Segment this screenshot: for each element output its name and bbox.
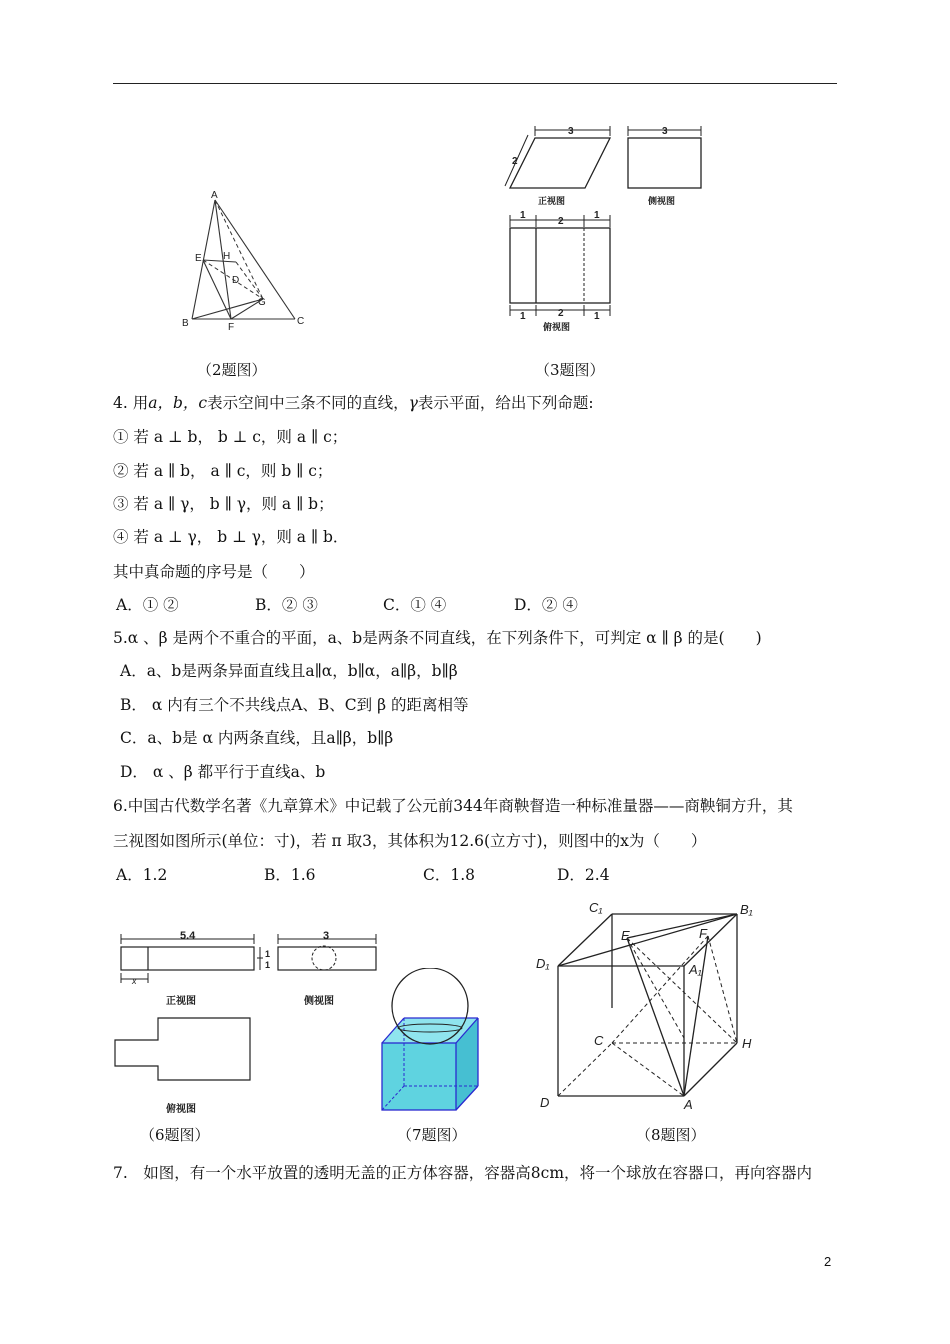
fig6-top-label: 俯视图: [166, 1104, 196, 1115]
header-rule: [113, 83, 837, 84]
fig8-label-e: E: [621, 928, 630, 943]
fig8-label-d: D: [540, 1095, 550, 1110]
fig2-label-d: D: [232, 275, 240, 286]
q5-option-c: C．a、b是 α 内两条直线，且a∥β，b∥β: [120, 729, 394, 747]
q4-item-1: ① 若 a ⊥ b， b ⊥ c，则 a ∥ c；: [113, 428, 348, 446]
q4-question: 其中真命题的序号是（ ）: [113, 563, 315, 581]
figure-7-sphere-container: [378, 968, 488, 1116]
fig8-label-a: A: [684, 1097, 693, 1112]
q4-option-d: D．② ④: [514, 596, 578, 614]
q4-option-c: C．① ④: [383, 596, 447, 614]
fig3-top-label: 俯视图: [543, 322, 571, 332]
q5-option-d: D． α 、β 都平行于直线a、b: [120, 763, 326, 781]
fig3-dim-top-3: 1: [594, 210, 600, 221]
q4-stem-pre: 4. 用: [113, 394, 149, 412]
fig8-label-h: H: [742, 1036, 752, 1051]
figure-3-three-views: [500, 120, 725, 340]
q4-item-2: ② 若 a ∥ b， a ∥ c，则 b ∥ c；: [113, 462, 333, 480]
fig8-label-c1: C₁: [589, 900, 603, 915]
fig6-front-label: 正视图: [166, 996, 196, 1007]
q4-option-a: A．① ②: [116, 596, 179, 614]
figure-6-three-views: [108, 925, 378, 1120]
fig3-dim-bot-2: 2: [558, 308, 564, 319]
fig6-dim-length: 5.4: [180, 930, 196, 942]
fig8-label-b1: B₁: [740, 902, 753, 917]
fig6-dim-x: x: [132, 976, 137, 986]
fig6-side-label: 侧视图: [304, 996, 334, 1007]
q6-option-d: D．2.4: [557, 866, 610, 884]
q4-stem-post: 表示平面，给出下列命题:: [417, 394, 594, 412]
fig3-dim-top-1: 1: [520, 210, 526, 221]
fig8-label-c: C: [594, 1033, 604, 1048]
fig2-label-h: H: [223, 251, 231, 262]
fig3-dim-bot-3: 1: [594, 311, 600, 322]
q6-option-b: B．1.6: [264, 866, 316, 884]
fig8-label-d1: D₁: [536, 956, 550, 971]
fig8-label-f: F: [699, 926, 707, 941]
fig2-label-a: A: [211, 190, 218, 201]
q4-stem-gamma: γ: [408, 394, 418, 412]
q5-option-b: B． α 内有三个不共线点A、B、C到 β 的距离相等: [120, 696, 469, 714]
fig3-dim-bot-1: 1: [520, 311, 526, 322]
fig3-front-label: 正视图: [538, 196, 566, 206]
q4-stem-abc: a，b，c: [148, 394, 208, 412]
fig6-dim-h1: 1: [265, 949, 271, 959]
fig3-dim-side-top: 3: [662, 126, 668, 137]
q6-option-a: A．1.2: [116, 866, 168, 884]
q6-line-1: 6.中国古代数学名著《九章算术》中记载了公元前344年商鞅督造一种标准量器——商鞅铜方升，其: [113, 797, 793, 815]
fig2-label-b: B: [182, 318, 189, 329]
q4-item-3: ③ 若 a ∥ γ， b ∥ γ，则 a ∥ b；: [113, 495, 334, 513]
fig2-label-g: G: [258, 297, 266, 308]
q5-stem: 5.α 、β 是两个不重合的平面，a、b是两条不同直线，在下列条件下，可判定 α ∥ β 的是( ): [113, 629, 762, 647]
q4-option-b: B．② ③: [255, 596, 318, 614]
fig2-label-c: C: [297, 316, 305, 327]
fig6-dim-side: 3: [323, 930, 330, 942]
q5-option-a: A．a、b是两条异面直线且a∥α，b∥α，a∥β，b∥β: [120, 662, 458, 680]
page-number: 2: [824, 1254, 832, 1269]
fig3-dim-front-top: 3: [568, 126, 574, 137]
q4-stem-mid: 表示空间中三条不同的直线，: [207, 394, 409, 412]
fig2-label-e: E: [195, 253, 202, 264]
fig8-label-a1: A₁: [689, 962, 702, 977]
fig3-dim-front-slant: 2: [512, 156, 518, 167]
q7-line-1: 7. 如图，有一个水平放置的透明无盖的正方体容器，容器高8cm，将一个球放在容器口，再向容器内: [113, 1164, 813, 1182]
fig2-label-f: F: [228, 322, 235, 333]
q6-option-c: C．1.8: [423, 866, 476, 884]
figure-6-caption: （6题图）: [140, 1126, 210, 1144]
figure-3-caption: （3题图）: [535, 361, 605, 379]
figure-7-caption: （7题图）: [397, 1126, 467, 1144]
fig3-dim-top-2: 2: [558, 216, 564, 227]
fig3-side-label: 侧视图: [648, 196, 676, 206]
figure-8-cube: [535, 898, 770, 1118]
figure-2-caption: （2题图）: [197, 361, 267, 379]
figure-2-tetrahedron: [178, 188, 318, 338]
q6-line-2: 三视图如图所示(单位：寸)，若 π 取3，其体积为12.6(立方寸)，则图中的x为（ ）: [113, 832, 707, 850]
q4-stem: [113, 391, 594, 413]
figure-8-caption: （8题图）: [636, 1126, 706, 1144]
q4-item-4: ④ 若 a ⊥ γ， b ⊥ γ，则 a ∥ b．: [113, 528, 349, 546]
fig6-dim-h2: 1: [265, 960, 271, 970]
